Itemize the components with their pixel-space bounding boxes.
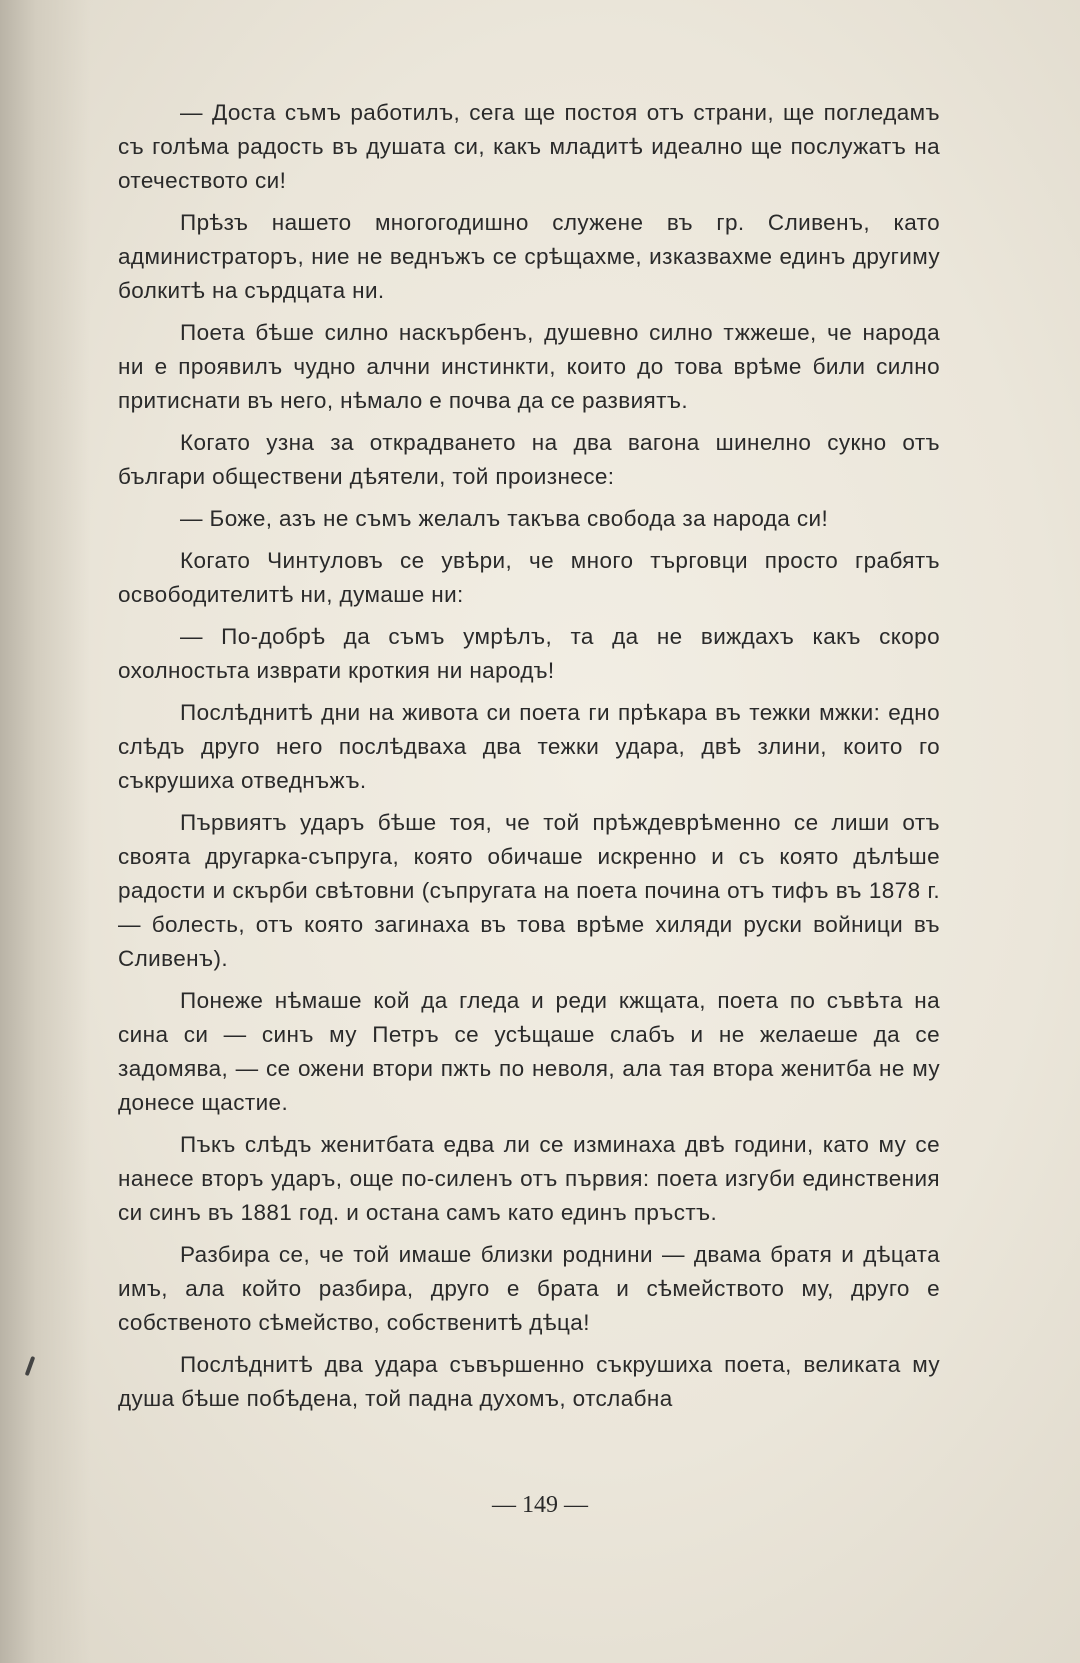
paragraph-8: Послѣднитѣ дни на живота си поета ги прѣкара въ тежки мжки: едно слѣдъ друго него послѣдваха два тежки удара, двѣ злини, които го съкрушиха отведнъжъ. bbox=[118, 700, 940, 793]
paragraph-13: Послѣднитѣ два удара съвършенно съкрушиха поета, великата му душа бѣше побѣдена, той падна духомъ, отслабна bbox=[118, 1352, 940, 1411]
paragraph-3: Поета бѣше силно наскърбенъ, душевно силно тжжеше, че народа ни е проявилъ чудно алчни инстинкти, които до това врѣме били силно притиснати въ него, нѣмало е почва да се развиятъ. bbox=[118, 320, 940, 413]
paragraph-6: Когато Чинтуловъ се увѣри, че много търговци просто грабятъ освободителитѣ ни, думаше ни: bbox=[118, 548, 940, 607]
paragraph-4: Когато узна за открадването на два вагона шинелно сукно отъ българи обществени дѣятели, той произнесе: bbox=[118, 430, 940, 489]
paragraph-1: — Доста съмъ работилъ, сега ще постоя отъ страни, ще погледамъ съ голѣма радость въ душата си, какъ младитѣ идеално ще послужатъ на отечеството си! bbox=[118, 100, 940, 193]
paragraph-2: Прѣзъ нашето многогодишно служене въ гр. Сливенъ, като администраторъ, ние не веднъжъ се срѣщахме, изказвахме единъ другиму болкитѣ на сърдцата ни. bbox=[118, 210, 940, 303]
paragraph-10: Понеже нѣмаше кой да гледа и реди кжщата, поета по съвѣта на сина си — синъ му Петръ се усѣщаше слабъ и не желаеше да се задомява, — се ожени втори пжть по неволя, ала тая втора женитба не му донесе щастие. bbox=[118, 988, 940, 1115]
paragraph-5: — Боже, азъ не съмъ желалъ такъва свобода за народа си! bbox=[180, 506, 829, 531]
gutter-shadow bbox=[0, 0, 90, 1663]
page-number: — 149 — bbox=[492, 1492, 588, 1518]
page-text bbox=[118, 96, 940, 1424]
paragraph-7: — По-добрѣ да съмъ умрѣлъ, та да не виждахъ какъ скоро охолностьта изврати кроткия ни народъ! bbox=[118, 624, 940, 683]
paragraph-12: Разбира се, че той имаше близки роднини — двама братя и дѣцата имъ, ала който разбира, друго е брата и сѣмейството му, друго е собственото сѣмейство, собственитѣ дѣца! bbox=[118, 1242, 940, 1335]
paragraph-9: Първиятъ ударъ бѣше тоя, че той прѣждеврѣменно се лиши отъ своята другарка-съпруга, която обичаше искренно и съ която дѣлѣше радости и скърби свѣтовни (съпругата на поета почина отъ тифъ въ 1878 г. — болесть, отъ която загинаха въ това врѣме хиляди руски войници въ Сливенъ). bbox=[118, 810, 940, 971]
paragraph-11: Пъкъ слѣдъ женитбата едва ли се изминаха двѣ години, като му се нанесе вторъ ударъ, още по-силенъ отъ първия: поета изгуби единствения си синъ въ 1881 год. и остана самъ като единъ пръстъ. bbox=[118, 1132, 940, 1225]
